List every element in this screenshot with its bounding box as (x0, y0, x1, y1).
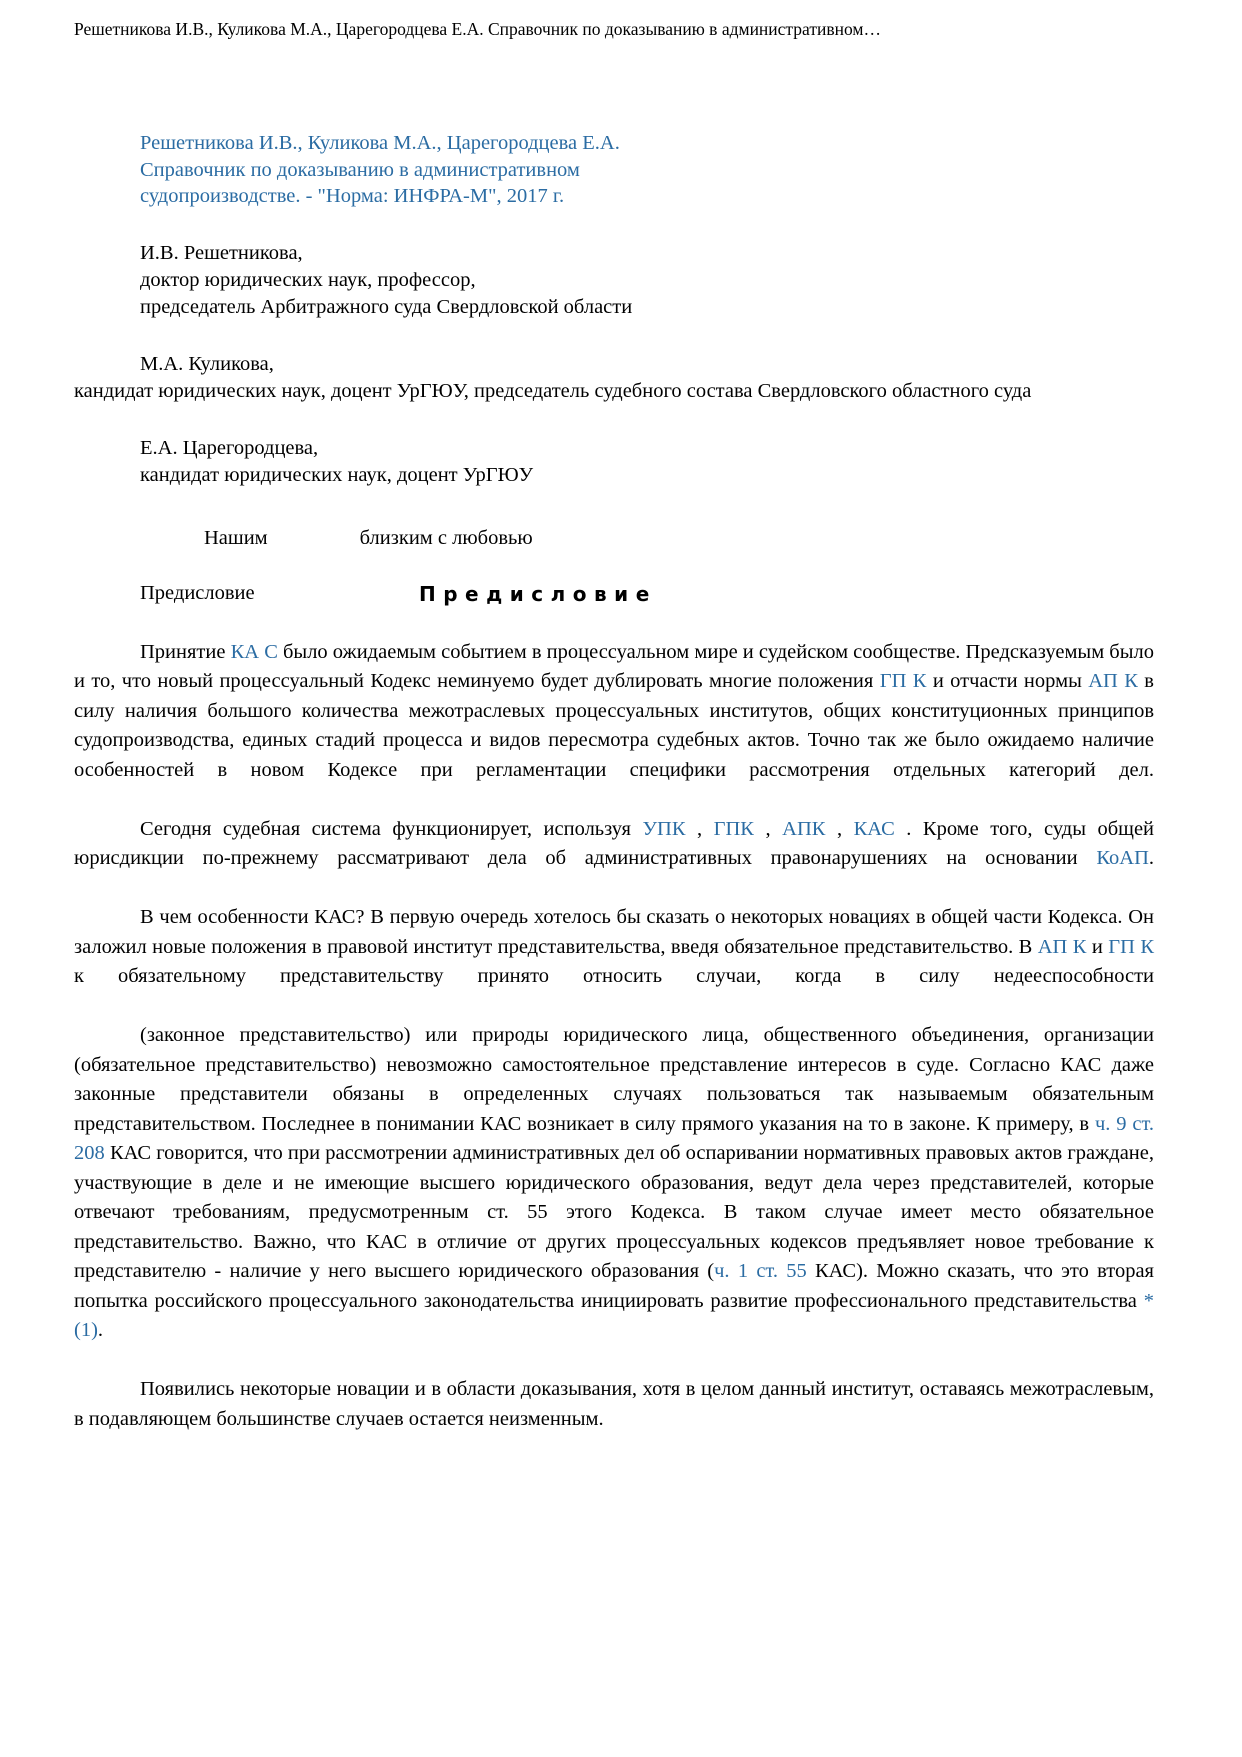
text-run: , (825, 817, 854, 840)
author-name: Е.А. Царегородцева, (140, 436, 319, 459)
link-article-1-55[interactable]: ч. 1 ст. 55 (714, 1260, 807, 1282)
dedication-part-1: Нашим (204, 526, 268, 549)
text-run: в силу наличия большого количества межотраслевых процессуальных институтов, общих конституционных принципов судопроизводства, единых стадий процесса и видов пересмотра судебных актов. Точно так же было ожидаемо наличие особенностей в новом Кодексе при регламентации специфики рассмотрения отдельных категорий дел. (74, 670, 1154, 781)
author-credential-1: кандидат юридических наук, доцент УрГЮУ, председатель судебного состава Свердловского областного суда (74, 379, 1032, 402)
text-run: , (754, 817, 783, 840)
bibliographic-title (140, 130, 1154, 210)
running-header: Решетникова И.В., Куликова М.А., Царегородцева Е.А. Справочник по доказыванию в административном… (74, 19, 881, 39)
author-credential-2: председатель Арбитражного суда Свердловской области (140, 295, 633, 318)
text-run: и (1086, 935, 1109, 958)
title-line-2: Справочник по доказыванию в административном (140, 158, 580, 181)
text-run: к обязательному представительству принято относить случаи, когда в силу недееспособности (74, 965, 1154, 987)
text-run: . (97, 1319, 104, 1341)
link-apk[interactable]: АПК (782, 817, 826, 840)
text-run: и отчасти нормы (926, 670, 1089, 692)
author-block-tsaregorodtseva (140, 435, 1154, 489)
paragraph-2 (74, 815, 1154, 904)
link-gpk[interactable]: ГП К (879, 670, 927, 692)
link-apk[interactable]: АП К (1037, 935, 1087, 958)
author-credential-1: кандидат юридических наук, доцент УрГЮУ (140, 463, 534, 486)
author-name: И.В. Решетникова, (140, 241, 303, 264)
page-title: Предисловие (419, 581, 657, 606)
text-run: , (685, 817, 714, 840)
text-run: было ожидаемым событием в процессуальном мире и судейском сообществе. Предсказуемым было и то, что новый процессуальный Кодекс неминуемо будет дублировать многие положения (74, 640, 1154, 692)
section-label: Предисловие (140, 581, 255, 604)
section-heading-row (74, 582, 1154, 616)
link-article-9-208[interactable]: ч. 9 ст. 208 (74, 1112, 1154, 1164)
link-koap[interactable]: КоАП (1096, 847, 1149, 869)
title-line-3: судопроизводстве. - "Норма: ИНФРА-М", 2017 г. (140, 185, 565, 207)
link-apk[interactable]: АП К (1088, 670, 1138, 692)
author-block-reshetnikova (140, 240, 1154, 321)
link-footnote-1[interactable]: *(1) (74, 1289, 1154, 1341)
dedication (204, 525, 1154, 552)
text-run: Принятие (140, 640, 231, 663)
author-name: М.А. Куликова, (140, 352, 274, 375)
dedication-part-2: близким с любовью (359, 526, 533, 549)
paragraph-3 (74, 903, 1154, 1021)
text-run: Сегодня судебная система функционирует, используя (140, 817, 643, 840)
paragraph-5 (74, 1375, 1154, 1434)
author-block-kulikova (74, 351, 1154, 405)
author-credential-1: доктор юридических наук, профессор, (140, 268, 476, 291)
text-run: . (1148, 847, 1154, 869)
text-run: (законное представительство) или природы юридического лица, общественного объединения, организации (обязательное представительство) невозможно самостоятельное представление интересов в суде. Согласно КАС даже законные представители обязаны в определенных случаях пользоваться так называемым обязательным представительством. Последнее в понимании КАС возникает в силу прямого указания на то в законе. К примеру, в (74, 1024, 1154, 1135)
link-kas[interactable]: КАС (853, 817, 895, 840)
title-line-1: Решетникова И.В., Куликова М.А., Царегородцева Е.А. (140, 132, 620, 154)
link-kas[interactable]: КА С (230, 640, 278, 663)
document-content (74, 130, 1154, 1434)
body-text (74, 638, 1154, 1435)
text-run: . Кроме того, суды общей юрисдикции по-прежнему рассматривают дела об административных правонарушениях на основании (74, 817, 1155, 869)
text-run: КАС). Можно сказать, что это вторая попытка российского процессуального законодательства инициировать развитие профессионального представительства (74, 1260, 1154, 1312)
link-upk[interactable]: УПК (642, 817, 686, 840)
text-run: КАС говорится, что при рассмотрении административных дел об оспаривании нормативных правовых актов граждане, участвующие в деле и не имеющие высшего юридического образования, ведут дела через представителей, которые отвечают требованиям, предусмотренным ст. 55 этого Кодекса. В таком случае имеет место обязательное представительство. Важно, что КАС в отличие от других процессуальных кодексов предъявляет новое требование к представителю - наличие у него высшего юридического образования ( (74, 1142, 1154, 1282)
paragraph-1 (74, 638, 1154, 815)
link-gpk[interactable]: ГП К (1108, 935, 1154, 958)
link-gpk[interactable]: ГПК (713, 817, 754, 840)
text-run: Появились некоторые новации и в области доказывания, хотя в целом данный институт, оставаясь межотраслевым, в подавляющем большинстве случаев остается неизменным. (74, 1378, 1154, 1430)
text-run: В чем особенности КАС? В первую очередь хотелось бы сказать о некоторых новациях в общей части Кодекса. Он заложил новые положения в правовой институт представительства, введя обязательное представительство. В (74, 906, 1154, 958)
paragraph-4 (74, 1021, 1154, 1375)
